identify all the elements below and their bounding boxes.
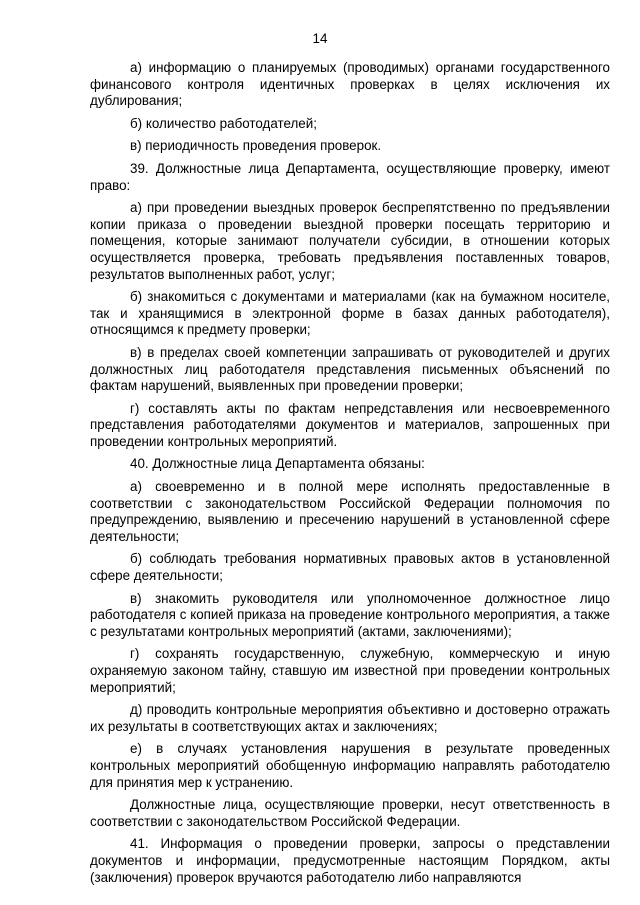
paragraph: в) знакомить руководителя или уполномоченное должностное лицо работодателя с копией приказа на проведение контрольного мероприятия, а также с результатами контрольных мероприятий (актами, заключениями); (90, 590, 610, 639)
paragraph: Должностные лица, осуществляющие проверки, несут ответственность в соответствии с законодательством Российской Федерации. (90, 797, 610, 829)
page-number: 14 (312, 31, 328, 46)
paragraph: б) количество работодателей; (130, 115, 317, 131)
paragraph: в) в пределах своей компетенции запрашивать от руководителей и других должностных лиц работодателя представления письменных объяснений по фактам нарушений, выявленных при проведении проверки; (90, 344, 610, 394)
paragraph: г) составлять акты по фактам непредставления или несвоевременного представления работодателями документов и материалов, запрошенных при проведении контрольных мероприятий. (90, 400, 610, 449)
paragraph: г) сохранять государственную, служебную, коммерческую и иную охраняемую законом тайну, ставшую им известной при проведении контрольных мероприятий; (90, 646, 610, 695)
paragraph: 40. Должностные лица Департамента обязаны: (130, 456, 425, 472)
paragraph: 41. Информация о проведении проверки, запросы о представлении документов и информации, предусмотренные настоящим Порядком, акты (заключения) проверок вручаются работодателю либо направляются (90, 836, 610, 885)
paragraph: д) проводить контрольные мероприятия объективно и достоверно отражать их результаты в соответствующих актах и заключениях; (90, 702, 610, 734)
paragraph: б) соблюдать требования нормативных правовых актов в установленной сфере деятельности; (90, 551, 610, 584)
document-body (90, 60, 610, 886)
paragraph: е) в случаях установления нарушения в результате проведенных контрольных мероприятий обобщенную информацию направлять работодателю для принятия мер к устранению. (90, 741, 610, 790)
paragraph: б) знакомиться с документами и материалами (как на бумажном носителе, так и хранящимися в электронной форме в базах данных работодателя), относящимся к предмету проверки; (90, 289, 610, 338)
paragraph: 39. Должностные лица Департамента, осуществляющие проверку, имеют право: (90, 160, 610, 193)
paragraph: а) информацию о планируемых (проводимых) органами государственного финансового контроля идентичных проверках в целях исключения их дублирования; (90, 60, 610, 109)
paragraph: а) при проведении выездных проверок беспрепятственно по предъявлении копии приказа о проведении выездной проверки посещать территорию и помещения, которые занимают получатели субсидии, в отношении которых осуществляется проверка, требовать предъявления поставленных товаров, результатов выполненных работ, услуг; (90, 200, 610, 282)
paragraph: а) своевременно и в полной мере исполнять предоставленные в соответствии с законодательством Российской Федерации полномочия по предупреждению, выявлению и пресечению нарушений в установленной сфере деятельности; (90, 479, 610, 544)
paragraph: в) периодичность проведения проверок. (130, 138, 382, 154)
